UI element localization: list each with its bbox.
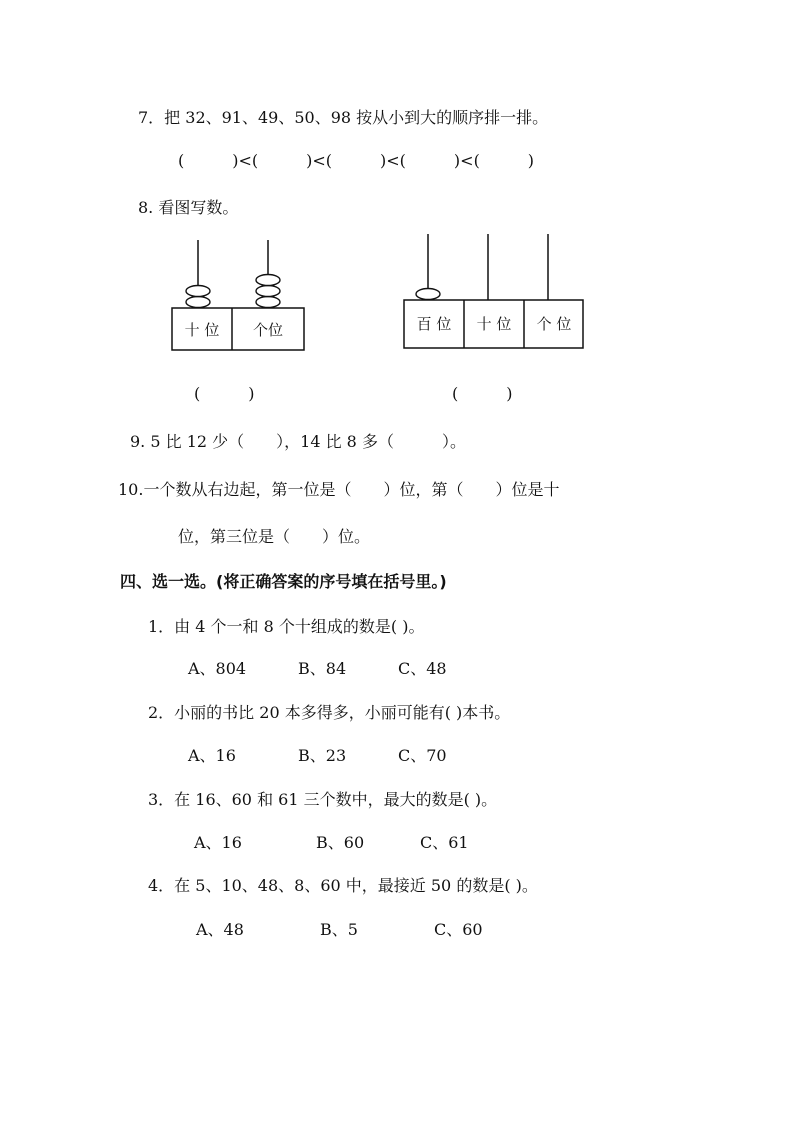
choice-1-option-c: C、48: [398, 659, 447, 678]
choice-2-option-b: B、23: [298, 746, 347, 765]
question-7-prompt: 7．把 32、91、49、50、98 按从小到大的顺序排一排。: [138, 108, 549, 127]
abacus-two-digit: [160, 230, 320, 360]
choice-1-option-b: B、84: [298, 659, 347, 678]
choice-2-option-c: C、70: [398, 746, 447, 765]
abacus-bead: [256, 275, 280, 286]
choice-3-option-a: A、16: [194, 833, 242, 852]
abacus-bead: [256, 297, 280, 308]
label-tens: 十 位: [476, 315, 512, 333]
question-7-answer-row: ( )<( )<( )<( )<( ): [178, 151, 535, 170]
choice-3-option-b: B、60: [316, 833, 365, 852]
abacus-three-digit: [395, 228, 595, 358]
choice-2-option-a: A、16: [188, 746, 236, 765]
choice-question-3: 3．在 16、60 和 61 三个数中，最大的数是( )。: [148, 790, 498, 809]
label-ones: 个 位: [536, 315, 572, 333]
abacus-2-answer: ( ): [452, 384, 513, 403]
choice-1-option-a: A、804: [188, 659, 247, 678]
choice-question-2: 2．小丽的书比 20 本多得多，小丽可能有( )本书。: [148, 703, 511, 722]
tens-beads: [186, 286, 210, 308]
choice-question-4: 4．在 5、10、48、8、60 中，最接近 50 的数是( )。: [148, 876, 538, 895]
choice-question-1: 1．由 4 个一和 8 个十组成的数是( )。: [148, 617, 425, 636]
label-hundreds: 百 位: [416, 315, 452, 333]
section-4-heading: 四、选一选。(将正确答案的序号填在括号里。): [120, 572, 447, 591]
ones-beads: [256, 275, 280, 308]
abacus-bead: [416, 289, 440, 300]
question-8-prompt: 8. 看图写数。: [138, 198, 239, 217]
abacus-bead: [186, 297, 210, 308]
abacus-bead: [256, 286, 280, 297]
abacus-bead: [186, 286, 210, 297]
choice-4-option-c: C、60: [434, 920, 483, 939]
question-10-line-2: 位，第三位是（ ）位。: [178, 527, 371, 546]
label-ones: 个位: [252, 321, 284, 339]
hundreds-beads: [416, 289, 440, 300]
question-10-line-1: 10.一个数从右边起，第一位是（ ）位，第（ ）位是十: [118, 480, 560, 499]
choice-3-option-c: C、61: [420, 833, 469, 852]
question-9: 9. 5 比 12 少（ ），14 比 8 多（ ）。: [130, 432, 466, 451]
choice-4-option-a: A、48: [196, 920, 244, 939]
label-tens: 十 位: [184, 321, 220, 339]
abacus-1-answer: ( ): [194, 384, 255, 403]
choice-4-option-b: B、5: [320, 920, 358, 939]
